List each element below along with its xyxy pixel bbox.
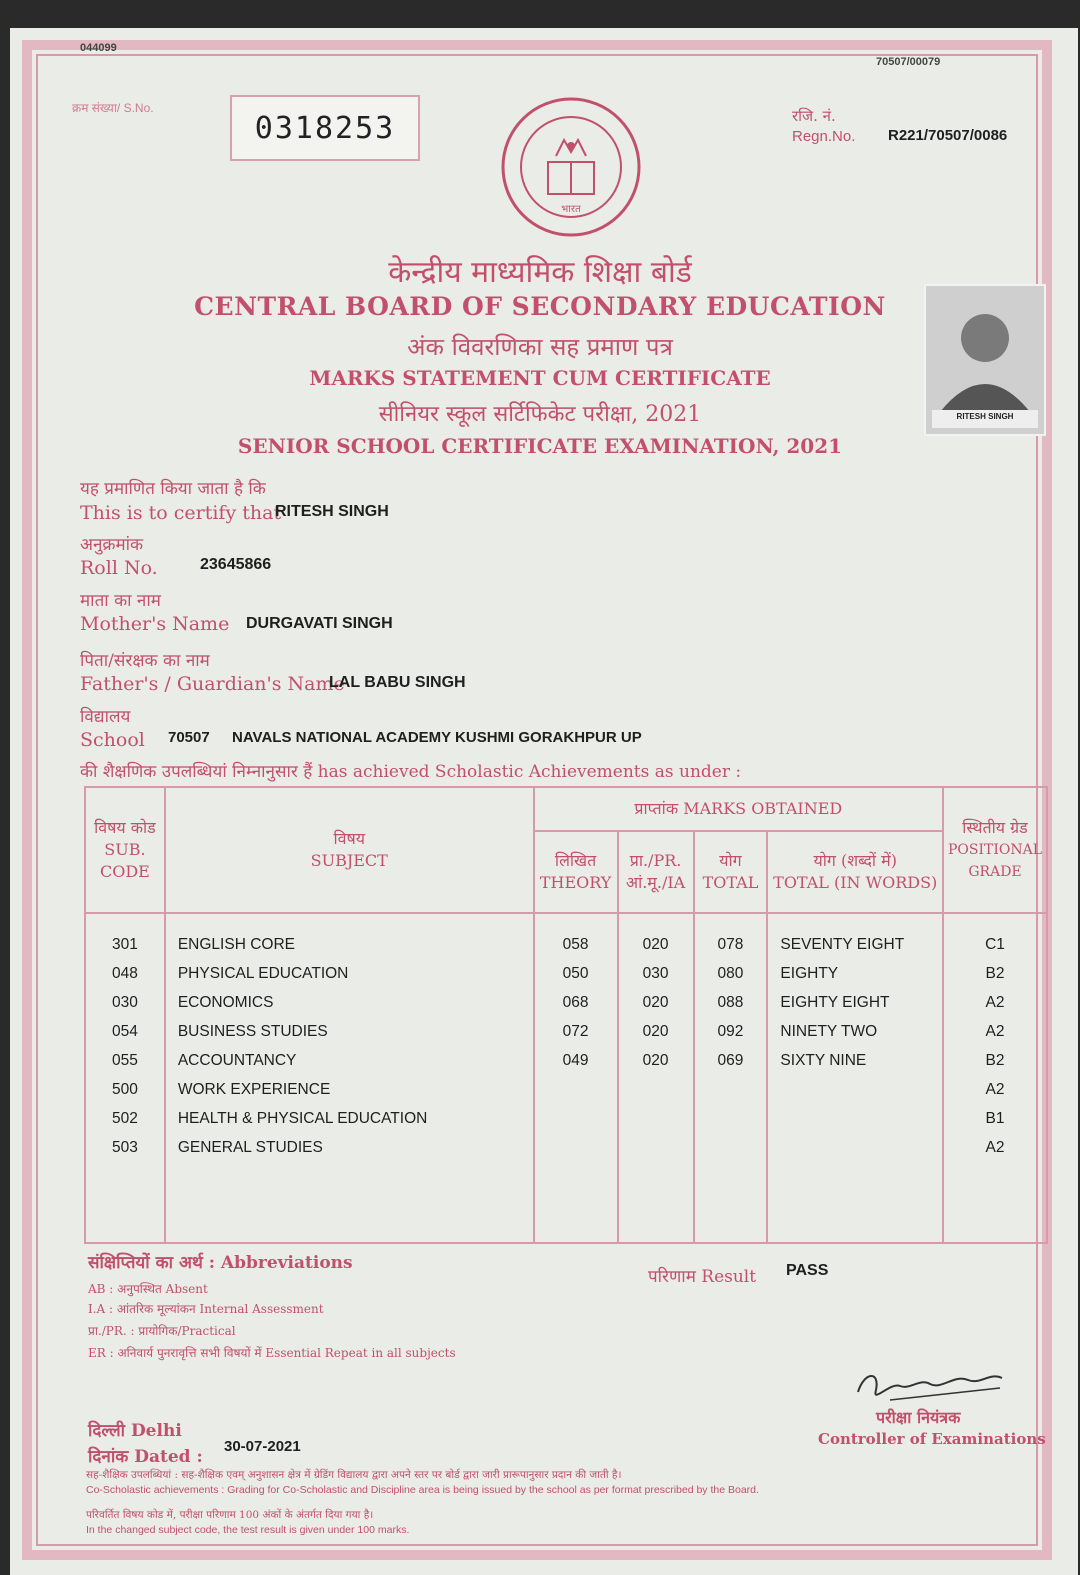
sub-code: 054: [85, 1017, 165, 1046]
photo-caption: RITESH SINGH: [956, 412, 1014, 421]
total-marks: 069: [694, 1046, 768, 1075]
header-marks-obtained: [534, 787, 943, 831]
footer-note-2: Co-Scholastic achievements : Grading for Co-Scholastic and Discipline area is being issued by the school as per format prescribed by the Board.: [86, 1484, 759, 1496]
practical-marks: 020: [618, 1046, 694, 1075]
table-row: [85, 959, 1047, 988]
header-practical: [618, 831, 694, 913]
positional-grade: A2: [943, 1075, 1047, 1104]
certify-label-en: This is to certify that: [80, 502, 282, 524]
theory-marks: 050: [534, 959, 618, 988]
header-code-en1: SUB.: [104, 840, 146, 859]
mother-label-en: Mother's Name: [80, 613, 230, 635]
empty-cell: [943, 1162, 1047, 1243]
table-row: [85, 1046, 1047, 1075]
theory-marks: 049: [534, 1046, 618, 1075]
result-label: परिणाम Result: [648, 1267, 757, 1287]
sub-code: 301: [85, 930, 165, 959]
roll-label-hi: अनुक्रमांक: [80, 535, 144, 555]
total-marks: [694, 1133, 768, 1162]
subject-name: HEALTH & PHYSICAL EDUCATION: [165, 1104, 534, 1133]
father-name: LAL BABU SINGH: [329, 674, 466, 691]
father-label-en: Father's / Guardian's Name: [80, 673, 345, 695]
place: दिल्ली Delhi: [88, 1421, 182, 1441]
regn-label-hi: रजि. नं.: [792, 107, 836, 125]
certify-label-hi: यह प्रमाणित किया जाता है कि: [80, 479, 266, 499]
header-marks-hi: प्राप्तांक: [634, 799, 679, 818]
roll-label-en: Roll No.: [80, 557, 158, 579]
header-pr-hi: प्रा./PR.: [629, 851, 682, 870]
subject-name: ENGLISH CORE: [165, 930, 534, 959]
subject-name: PHYSICAL EDUCATION: [165, 959, 534, 988]
header-code-en2: CODE: [99, 862, 150, 881]
mother-label-hi: माता का नाम: [80, 591, 161, 611]
header-theory: [534, 831, 618, 913]
header-grade-en2: GRADE: [968, 864, 1022, 880]
header-pr-en: आं.मू./IA: [625, 873, 686, 892]
header-grade-en1: POSITIONAL: [947, 842, 1043, 858]
controller-title-hi: परीक्षा नियंत्रक: [876, 1408, 961, 1427]
empty-cell: [165, 1162, 534, 1243]
regn-number: R221/70507/0086: [888, 127, 1008, 144]
marks-table-body: [85, 913, 1047, 1243]
header-marks-en: MARKS OBTAINED: [683, 799, 843, 818]
exam-title-hindi: सीनियर स्कूल सर्टिफिकेट परीक्षा, 2021: [378, 402, 702, 427]
header-grade-hi: स्थितीय ग्रेड: [962, 818, 1028, 837]
father-label-hi: पिता/संरक्षक का नाम: [80, 651, 210, 671]
abbr-practical: प्रा./PR. : प्रायोगिक/Practical: [88, 1324, 236, 1338]
achievements-line: [80, 759, 741, 782]
empty-cell: [694, 1162, 768, 1243]
header-theory-hi: लिखित: [554, 851, 597, 870]
header-code-hi: विषय कोड: [94, 818, 156, 837]
total-in-words: NINETY TWO: [767, 1017, 943, 1046]
header-words-en: TOTAL (IN WORDS): [773, 873, 938, 892]
total-in-words: EIGHTY: [767, 959, 943, 988]
empty-cell: [767, 1162, 943, 1243]
table-row: [85, 988, 1047, 1017]
total-marks: 078: [694, 930, 768, 959]
cbse-emblem-icon: [500, 96, 642, 238]
header-total: [694, 831, 768, 913]
corner-code-right: 70507/00079: [876, 56, 941, 68]
theory-marks: [534, 1075, 618, 1104]
achieved-label-hi: की शैक्षणिक उपलब्धियां निम्नानुसार हैं: [80, 762, 313, 782]
total-marks: 080: [694, 959, 768, 988]
abbr-essential-repeat: ER : अनिवार्य पुनरावृत्ति सभी विषयों में Essential Repeat in all subjects: [88, 1346, 456, 1360]
total-in-words: [767, 1075, 943, 1104]
theory-marks: [534, 1104, 618, 1133]
header-total-words: [767, 831, 943, 913]
board-name-hindi: केन्द्रीय माध्यमिक शिक्षा बोर्ड: [388, 255, 692, 290]
practical-marks: [618, 1104, 694, 1133]
sub-code: 502: [85, 1104, 165, 1133]
header-words-hi: योग (शब्दों में): [813, 851, 897, 870]
emblem-bottom-text: भारत: [561, 204, 581, 215]
serial-label: क्रम संख्या/ S.No.: [72, 101, 154, 115]
roll-number: 23645866: [200, 556, 272, 573]
header-grade: [943, 787, 1047, 913]
sub-code: 048: [85, 959, 165, 988]
positional-grade: A2: [943, 1133, 1047, 1162]
table-row: [85, 1017, 1047, 1046]
marks-table: [84, 786, 1048, 1244]
total-in-words: SIXTY NINE: [767, 1046, 943, 1075]
practical-marks: 020: [618, 988, 694, 1017]
signature-icon: [850, 1352, 1010, 1412]
sub-code: 030: [85, 988, 165, 1017]
corner-code-left: 044099: [80, 42, 117, 54]
document-title-hindi: अंक विवरणिका सह प्रमाण पत्र: [407, 333, 673, 361]
header-total-hi: योग: [719, 851, 742, 870]
school-label-hi: विद्यालय: [80, 707, 131, 727]
positional-grade: C1: [943, 930, 1047, 959]
practical-marks: 020: [618, 930, 694, 959]
table-filler-row: [85, 1162, 1047, 1243]
subject-name: ECONOMICS: [165, 988, 534, 1017]
subject-name: BUSINESS STUDIES: [165, 1017, 534, 1046]
total-marks: [694, 1104, 768, 1133]
empty-cell: [618, 1162, 694, 1243]
footer-note-1: सह-शैक्षिक उपलब्धियां : सह-शैक्षिक एवम् अनुशासन क्षेत्र में ग्रेडिंग विद्यालय द्वारा अपने स्तर पर बोर्ड द्वारा जारी प्रारूपानुसार प्रदान की जाती है।: [86, 1469, 622, 1481]
theory-marks: 058: [534, 930, 618, 959]
practical-marks: 020: [618, 1017, 694, 1046]
total-marks: 092: [694, 1017, 768, 1046]
empty-cell: [534, 1162, 618, 1243]
subject-name: ACCOUNTANCY: [165, 1046, 534, 1075]
achieved-label-en: has achieved Scholastic Achievements as under :: [317, 762, 742, 782]
dated-label: दिनांक Dated :: [88, 1447, 203, 1467]
serial-number: 0318253: [230, 95, 420, 161]
abbreviations-title: संक्षिप्तियों का अर्थ : Abbreviations: [88, 1253, 353, 1273]
practical-marks: [618, 1075, 694, 1104]
date-value: 30-07-2021: [224, 1438, 301, 1455]
positional-grade: B2: [943, 1046, 1047, 1075]
total-in-words: [767, 1133, 943, 1162]
abbr-absent: AB : अनुपस्थित Absent: [88, 1282, 208, 1296]
subject-name: GENERAL STUDIES: [165, 1133, 534, 1162]
subject-name: WORK EXPERIENCE: [165, 1075, 534, 1104]
total-in-words: EIGHTY EIGHT: [767, 988, 943, 1017]
header-subject: [165, 787, 534, 913]
school-name: NAVALS NATIONAL ACADEMY KUSHMI GORAKHPUR UP: [232, 729, 642, 746]
empty-cell: [85, 1162, 165, 1243]
theory-marks: [534, 1133, 618, 1162]
school-label-en: School: [80, 729, 145, 751]
header-subject-hi: विषय: [333, 829, 366, 848]
candidate-photo: [924, 284, 1046, 436]
theory-marks: 072: [534, 1017, 618, 1046]
header-subject-en: SUBJECT: [310, 851, 388, 870]
sub-code: 500: [85, 1075, 165, 1104]
practical-marks: [618, 1133, 694, 1162]
table-row: [85, 1075, 1047, 1104]
total-in-words: [767, 1104, 943, 1133]
positional-grade: B1: [943, 1104, 1047, 1133]
positional-grade: A2: [943, 1017, 1047, 1046]
total-in-words: SEVENTY EIGHT: [767, 930, 943, 959]
header-sub-code: [85, 787, 165, 913]
total-marks: 088: [694, 988, 768, 1017]
table-row: [85, 1104, 1047, 1133]
controller-title-en: Controller of Examinations: [818, 1430, 1046, 1448]
exam-title-english: SENIOR SCHOOL CERTIFICATE EXAMINATION, 2021: [237, 434, 843, 458]
table-row: [85, 930, 1047, 959]
total-marks: [694, 1075, 768, 1104]
board-name-english: CENTRAL BOARD OF SECONDARY EDUCATION: [194, 292, 886, 321]
sub-code: 055: [85, 1046, 165, 1075]
school-code: 70507: [168, 729, 210, 746]
mother-name: DURGAVATI SINGH: [246, 615, 393, 632]
footer-note-3: परिवर्तित विषय कोड में, परीक्षा परिणाम 100 अंकों के अंतर्गत दिया गया है।: [86, 1509, 374, 1521]
theory-marks: 068: [534, 988, 618, 1017]
positional-grade: B2: [943, 959, 1047, 988]
candidate-name: RITESH SINGH: [275, 503, 389, 520]
footer-note-4: In the changed subject code, the test result is given under 100 marks.: [86, 1524, 410, 1536]
practical-marks: 030: [618, 959, 694, 988]
sub-code: 503: [85, 1133, 165, 1162]
header-theory-en: THEORY: [539, 873, 612, 892]
header-total-en: TOTAL: [702, 873, 759, 892]
abbr-internal-assessment: I.A : आंतरिक मूल्यांकन Internal Assessment: [88, 1302, 324, 1316]
regn-label-en: Regn.No.: [792, 128, 856, 145]
positional-grade: A2: [943, 988, 1047, 1017]
table-row: [85, 1133, 1047, 1162]
document-title-english: MARKS STATEMENT CUM CERTIFICATE: [309, 366, 771, 390]
result-value: PASS: [786, 1262, 829, 1279]
